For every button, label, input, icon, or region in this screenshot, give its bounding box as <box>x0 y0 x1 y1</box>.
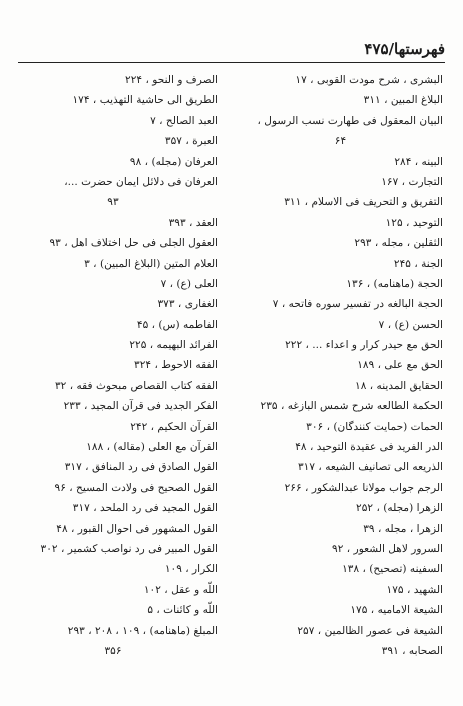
index-entry: الجنة ، ۲۴۵ <box>393 257 443 270</box>
index-entry: الكرار ، ۱۰۹ <box>164 563 218 576</box>
index-entry: العبد الصالح ، ۷ <box>150 114 218 127</box>
index-entry: التفريق و التحريف فى الاسلام ، ۳۱۱ <box>284 196 443 209</box>
index-entry: الحجة (ماهنامه) ، ۱۳۶ <box>346 277 443 290</box>
index-entry: القرآن مع العلى (مقاله) ، ۱۸۸ <box>86 441 218 454</box>
index-entry: الفقه الاحوط ، ۳۲۴ <box>134 359 218 372</box>
page-header <box>18 40 445 63</box>
index-entry: الثقلين ، مجله ، ۲۹۳ <box>354 237 443 250</box>
index-entry: الشيعة الاماميه ، ۱۷۵ <box>350 604 443 617</box>
index-entry: الحمات (حمايت كنندگان) ، ۳۰۶ <box>306 420 443 433</box>
index-entry: الحسن (ع) ، ۷ <box>378 318 443 331</box>
index-entry: الفاطمه (س) ، ۴۵ <box>136 318 218 331</box>
index-entry: العلى (ع) ، ۷ <box>160 277 218 290</box>
index-entry: العلام المتين (البلاغ المبين) ، ۳ <box>84 257 218 270</box>
index-entry: السفينه (تصحيح) ، ۱۳۸ <box>342 563 443 576</box>
index-entry: الغفارى ، ۳۷۳ <box>157 298 218 311</box>
index-entry: اللّه و كائنات ، ۵ <box>147 604 218 617</box>
index-entry: المبلغ (ماهنامه) ، ۱۰۹ ، ۲۰۸ ، ۲۹۳ <box>67 624 218 637</box>
index-entry: العقول الجلى فى حل اختلاف اهل ، ۹۳ <box>49 237 218 250</box>
index-entry: الحق مع حيدر كرار و اعداء ... ، ۲۲۲ <box>285 339 443 352</box>
index-entry: القول المشهور فى احوال القبور ، ۴۸ <box>56 522 218 535</box>
index-entry: العقد ، ۳۹۳ <box>168 216 218 229</box>
index-entry: الدر الفريد فى عقيدة التوحيد ، ۴۸ <box>295 441 443 454</box>
index-entry: الفرائد البهيمه ، ۲۲۵ <box>129 339 218 352</box>
index-entry: التوحيد ، ۱۲۵ <box>385 216 443 229</box>
index-entry: التجارت ، ۱۶۷ <box>381 175 443 188</box>
index-entry: الزهرا ، مجله ، ۳۹ <box>363 522 443 535</box>
index-entry: الحجة البالغه در تفسير سوره فاتحه ، ۷ <box>272 298 443 311</box>
index-entry: القول الصادق فى رد المنافق ، ۳۱۷ <box>64 461 218 474</box>
index-entry: البلاغ المبين ، ۳۱۱ <box>363 94 443 107</box>
index-entry: الشيعة فى عصور الظالمين ، ۲۵۷ <box>297 624 443 637</box>
index-entry: الحقايق المدينه ، ۱۸ <box>355 379 443 392</box>
index-entry: الصرف و النحو ، ۲۲۴ <box>125 74 218 86</box>
index-entry: اللّه و عقل ، ۱۰۲ <box>143 583 218 596</box>
index-entry: الزهرا (مجله) ، ۲۵۲ <box>356 502 443 515</box>
index-entry: ۳۵۶ <box>104 644 122 657</box>
index-entry: ۶۴ <box>334 135 347 148</box>
index-entry: الشهيد ، ۱۷۵ <box>386 583 443 596</box>
index-entry: الفكر الجديد فى قرآن المجيد ، ۲۳۳ <box>63 400 218 413</box>
index-entry: القول المبير فى رد نواصب كشمير ، ۳۰۲ <box>40 542 218 555</box>
index-entry: العبرة ، ۳۵۷ <box>164 135 218 148</box>
index-entry: الذريعه الى تصانيف الشيعه ، ۳۱۷ <box>297 461 443 474</box>
index-entry: ۹۳ <box>107 196 119 209</box>
index-column-right <box>238 70 443 661</box>
index-entry: القول الصحيح فى ولادت المسيح ، ۹۶ <box>54 481 218 494</box>
index-entry: القرآن الحكيم ، ۲۴۲ <box>130 420 218 433</box>
index-entry: الرجم جواب مولانا عبدالشكور ، ۲۶۶ <box>284 481 443 494</box>
index-entry: الحكمة الطالعه شرح شمس البازغه ، ۲۳۵ <box>260 400 443 413</box>
index-entry: الصحابه ، ۳۹۱ <box>381 644 443 657</box>
index-entry: الطريق الى حاشية التهذيب ، ۱۷۴ <box>72 94 218 107</box>
index-entry: القول المجيد فى رد الملحد ، ۳۱۷ <box>72 502 218 515</box>
index-entry: العرفان (مجله) ، ۹۸ <box>129 155 218 168</box>
index-entry: البشرى ، شرح مودت القوبى ، ۱۷ <box>295 74 443 86</box>
index-entry: الحق مع على ، ۱۸۹ <box>357 359 443 372</box>
index-entry: البينه ، ۲۸۴ <box>394 155 443 168</box>
page-title: فهرستها/۴۷۵ <box>364 40 445 58</box>
index-entry: العرفان فى دلائل ايمان حضرت ...، <box>64 175 218 188</box>
index-column-left <box>8 70 218 661</box>
index-entry: البيان المعقول فى طهارت نسب الرسول ، <box>257 114 443 127</box>
index-entry: الفقه كتاب القصاص مبحوث فقه ، ۳۲ <box>54 379 218 392</box>
index-entry: السرور لاهل الشعور ، ۹۲ <box>332 542 443 555</box>
